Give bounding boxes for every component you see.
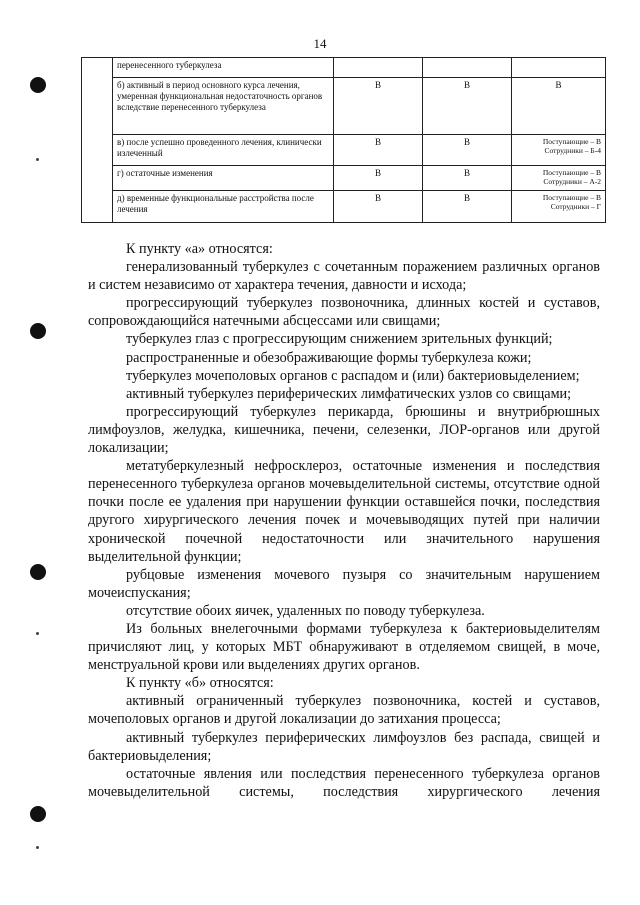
paragraph: активный туберкулез периферических лимфатических узлов со свищами;: [126, 385, 572, 402]
category-cell: В: [334, 191, 423, 223]
paragraph: генерализованный туберкулез с сочетанным поражением различных органов и систем независимо от характера течения, давности и исхода;: [88, 259, 600, 294]
paragraph: распространенные и обезображивающие формы туберкулеза кожи;: [126, 349, 532, 366]
scan-mark: [36, 846, 39, 849]
category-cell: В: [423, 191, 512, 223]
paragraph: активный туберкулез периферических лимфоузлов без распада, свищей и бактериовыделения;: [88, 729, 600, 764]
section-heading: К пункту «а» относятся:: [126, 241, 273, 257]
category-cell: [512, 191, 606, 223]
category-cell: [512, 135, 606, 166]
staff-category: Поступающие – В Сотрудники – А-2: [542, 168, 601, 186]
body-text: [88, 240, 600, 801]
category-cell: [334, 58, 423, 78]
scan-mark: [36, 158, 39, 161]
paragraph: активный ограниченный туберкулез позвоночника, костей и суставов, мочеполовых органов и другой локализации до затихания процесса;: [88, 693, 600, 728]
paragraph: метатуберкулезный нефросклероз, остаточные изменения и последствия перенесенного туберкулеза органов мочевыделительной системы, отсутствие одной почки после ее удаления при нарушении функции оставшейся почки, последствия другого хирургического лечения почек и мочевыводящих путей при наличии хронической почечной недостаточности или значительного нарушения выделительной функции;: [88, 458, 600, 565]
paragraph: отсутствие обоих яичек, удаленных по поводу туберкулеза.: [126, 602, 485, 619]
category-cell: [512, 58, 606, 78]
section-heading: К пункту «б» относятся:: [126, 675, 274, 692]
table-cell: [82, 58, 113, 223]
binder-hole: [30, 77, 46, 93]
category-cell: [512, 166, 606, 191]
paragraph: прогрессирующий туберкулез перикарда, брюшины и внутрибрюшных лимфоузлов, желудка, кишечника, печени, селезенки, ЛОР-органов или другой локализации;: [88, 403, 600, 457]
paragraph: туберкулез глаз с прогрессирующим снижением зрительных функций;: [126, 331, 553, 348]
table-row: [82, 58, 606, 78]
category-cell: В: [334, 78, 423, 135]
paragraph: остаточные явления или последствия перенесенного туберкулеза органов мочевыделительной системы, последствия хирургического лечения: [88, 765, 600, 800]
category-cell: В: [423, 78, 512, 135]
category-cell: В: [334, 135, 423, 166]
category-cell: [512, 78, 606, 135]
table-row: [82, 191, 606, 223]
staff-category: Поступающие – В Сотрудники – Б-4: [542, 137, 601, 155]
table-row: [82, 78, 606, 135]
table-row: [82, 166, 606, 191]
paragraph: прогрессирующий туберкулез позвоночника, длинных костей и суставов, сопровождающийся натечными абсцессами или свищами;: [88, 295, 600, 330]
scan-mark: [36, 632, 39, 635]
category-value: В: [555, 80, 562, 90]
condition-cell: д) временные функциональные расстройства после лечения: [113, 191, 334, 223]
binder-hole: [30, 564, 46, 580]
page-number: 14: [313, 36, 327, 51]
category-table: [81, 57, 606, 223]
paragraph: туберкулез мочеполовых органов с распадом и (или) бактериовыделением;: [126, 367, 580, 384]
binder-hole: [30, 806, 46, 822]
condition-cell: б) активный в период основного курса лечения, умеренная функциональная недостаточность органов вследствие перенесенного туберкулеза: [113, 78, 334, 135]
paragraph: Из больных внелегочными формами туберкулеза к бактериовыделителям причисляют лиц, у которых МБТ обнаруживают в отделяемом свищей, в моче, менструальной крови или выделениях других органов.: [88, 620, 600, 674]
category-cell: В: [423, 135, 512, 166]
condition-cell: г) остаточные изменения: [113, 166, 334, 191]
paragraph: рубцовые изменения мочевого пузыря со значительным нарушением мочеиспускания;: [88, 566, 600, 601]
staff-category: Поступающие – В Сотрудники – Г: [542, 193, 601, 211]
condition-cell: перенесенного туберкулеза: [113, 58, 334, 78]
condition-cell: в) после успешно проведенного лечения, клинически излеченный: [113, 135, 334, 166]
category-cell: В: [423, 166, 512, 191]
binder-hole: [30, 323, 46, 339]
category-cell: [423, 58, 512, 78]
category-cell: В: [334, 166, 423, 191]
table-row: [82, 135, 606, 166]
